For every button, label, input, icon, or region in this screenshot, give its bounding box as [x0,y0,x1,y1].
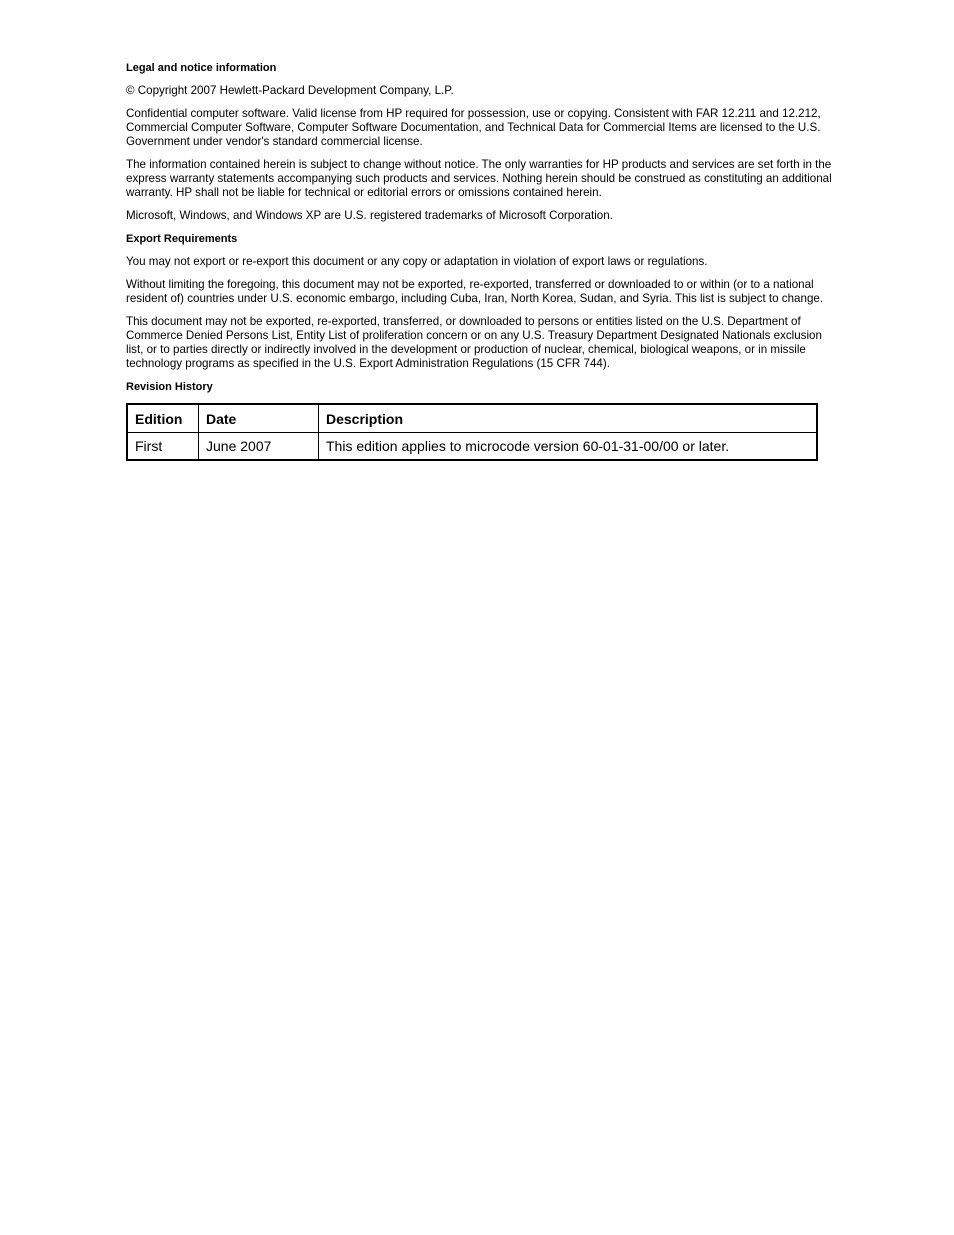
column-header-description: Description [319,404,818,433]
table-row [127,433,817,461]
column-header-date: Date [199,404,319,433]
legal-heading: Legal and notice information [126,62,277,74]
export-paragraph-2: Without limiting the foregoing, this document may not be exported, re-exported, transferred or downloaded to or within (or to a national resident of) countries under U.S. economic embargo, including Cuba, Iran, North Korea, Sudan, and Syria. This list is subject to change. [126,278,824,305]
column-header-edition: Edition [127,404,199,433]
revision-heading: Revision History [126,381,213,393]
revision-history-table [126,403,818,461]
export-paragraph-3: This document may not be exported, re-exported, transferred, or downloaded to persons or entities listed on the U.S. Department of Commerce Denied Persons List, Entity List of proliferation concern or on any U.S. Treasury Department Designated Nationals exclusion list, or to parties directly or indirectly involved in the development or production of nuclear, chemical, biological weapons, or in missile technology programs as specified in the U.S. Export Administration Regulations (15 CFR 744). [126,315,822,370]
cell-date: June 2007 [199,433,319,461]
information-text: The information contained herein is subject to change without notice. The only warranties for HP products and services are set forth in the express warranty statements accompanying such products and services. Nothing herein should be construed as constituting an additional warranty. HP shall not be liable for technical or editorial errors or omissions contained herein. [126,158,832,199]
cell-edition: First [127,433,199,461]
export-heading: Export Requirements [126,233,238,245]
cell-description: This edition applies to microcode version 60-01-31-00/00 or later. [319,433,818,461]
table-header-row [127,404,817,433]
document-page [126,61,832,461]
confidential-text: Confidential computer software. Valid license from HP required for possession, use or copying. Consistent with FAR 12.211 and 12.212, Commercial Computer Software, Computer Software Documentation, and Technical Data for Commercial Items are licensed to the U.S. Government under vendor's standard commercial license. [126,107,821,148]
copyright-text: © Copyright 2007 Hewlett-Packard Development Company, L.P. [126,84,454,97]
export-paragraph-1: You may not export or re-export this document or any copy or adaptation in violation of export laws or regulations. [126,255,708,268]
trademarks-text: Microsoft, Windows, and Windows XP are U.S. registered trademarks of Microsoft Corporation. [126,209,613,222]
